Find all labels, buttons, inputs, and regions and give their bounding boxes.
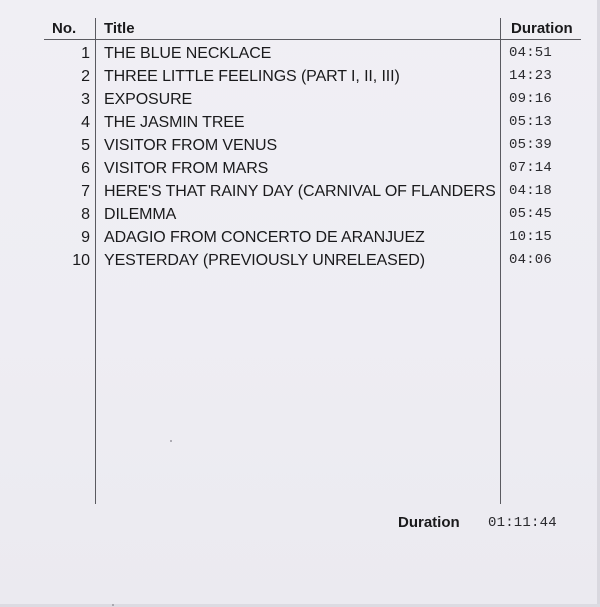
track-number: 3 [81, 91, 90, 108]
track-row [0, 42, 600, 65]
paper-speck [112, 604, 114, 606]
track-row [0, 180, 600, 203]
track-row [0, 157, 600, 180]
track-duration: 04:06 [509, 252, 553, 268]
track-duration: 14:23 [509, 68, 553, 84]
track-number: 9 [81, 229, 90, 246]
track-number: 2 [81, 68, 90, 85]
header-title: Title [104, 20, 135, 37]
header-underline [44, 39, 581, 40]
track-number: 4 [81, 114, 90, 131]
total-duration-value: 01:11:44 [488, 515, 557, 531]
total-duration-label: Duration [398, 514, 460, 531]
track-title: THREE LITTLE FEELINGS (PART I, II, III) [104, 68, 400, 85]
header-number: No. [52, 20, 77, 37]
track-duration: 09:16 [509, 91, 553, 107]
track-number: 1 [81, 45, 90, 62]
track-duration: 05:39 [509, 137, 553, 153]
track-title: VISITOR FROM MARS [104, 160, 269, 177]
track-row [0, 88, 600, 111]
paper-speck [170, 440, 172, 442]
track-number: 10 [72, 252, 90, 269]
track-duration: 05:13 [509, 114, 553, 130]
track-row [0, 134, 600, 157]
track-title: THE BLUE NECKLACE [104, 45, 272, 62]
track-row [0, 203, 600, 226]
track-duration: 10:15 [509, 229, 553, 245]
track-row [0, 226, 600, 249]
track-title: THE JASMIN TREE [104, 114, 245, 131]
track-duration: 05:45 [509, 206, 553, 222]
track-title: DILEMMA [104, 206, 177, 223]
track-number: 7 [81, 183, 90, 200]
header-duration: Duration [511, 20, 573, 37]
track-row [0, 65, 600, 88]
track-title: EXPOSURE [104, 91, 193, 108]
track-number: 6 [81, 160, 90, 177]
track-title: ADAGIO FROM CONCERTO DE ARANJUEZ [104, 229, 425, 246]
track-row [0, 249, 600, 272]
track-title: YESTERDAY (PREVIOUSLY UNRELEASED) [104, 252, 425, 269]
track-row [0, 111, 600, 134]
track-title: VISITOR FROM VENUS [104, 137, 278, 154]
track-number: 8 [81, 206, 90, 223]
track-duration: 04:51 [509, 45, 553, 61]
track-number: 5 [81, 137, 90, 154]
track-duration: 07:14 [509, 160, 553, 176]
track-title: HERE'S THAT RAINY DAY (CARNIVAL OF FLANDERS [104, 183, 496, 200]
track-duration: 04:18 [509, 183, 553, 199]
